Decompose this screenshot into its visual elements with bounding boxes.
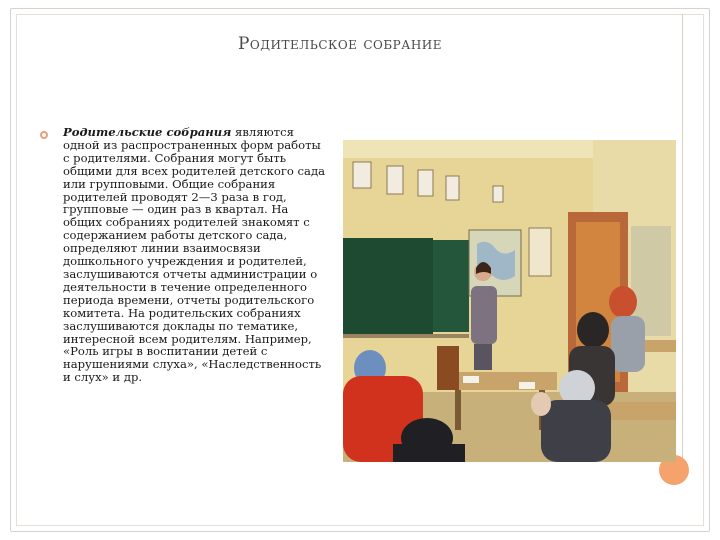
photo-illustration bbox=[343, 140, 676, 462]
paragraph-lead: Родительские собрания bbox=[63, 125, 232, 139]
right-divider bbox=[682, 14, 683, 466]
body-paragraph bbox=[63, 126, 328, 384]
slide-title: Родительское собрание bbox=[237, 34, 443, 54]
classroom-photo bbox=[343, 140, 676, 462]
paragraph-rest: являются одной из распространенных форм работы с родителями. Собрания могут быть общими для всех родителей детского сада или групповыми. Общие собрания родителей проводят 2—3 раза в год, групповые — один раз в квартал. На общих собраниях родителей знакомят с содержанием работы детского сада, определяют линии взаимосвязи дошкольного учреждения и родителей, заслушиваются отчеты администрации о деятельности в течение определенного периода времени, отчеты родительского комитета. На родительских собраниях заслушиваются доклады по тематике, интересной всем родителям. Например, «Роль игры в воспитании детей с нарушениями слуха», «Наследственность и слух» и др. bbox=[63, 125, 326, 385]
bullet-icon bbox=[40, 131, 48, 139]
